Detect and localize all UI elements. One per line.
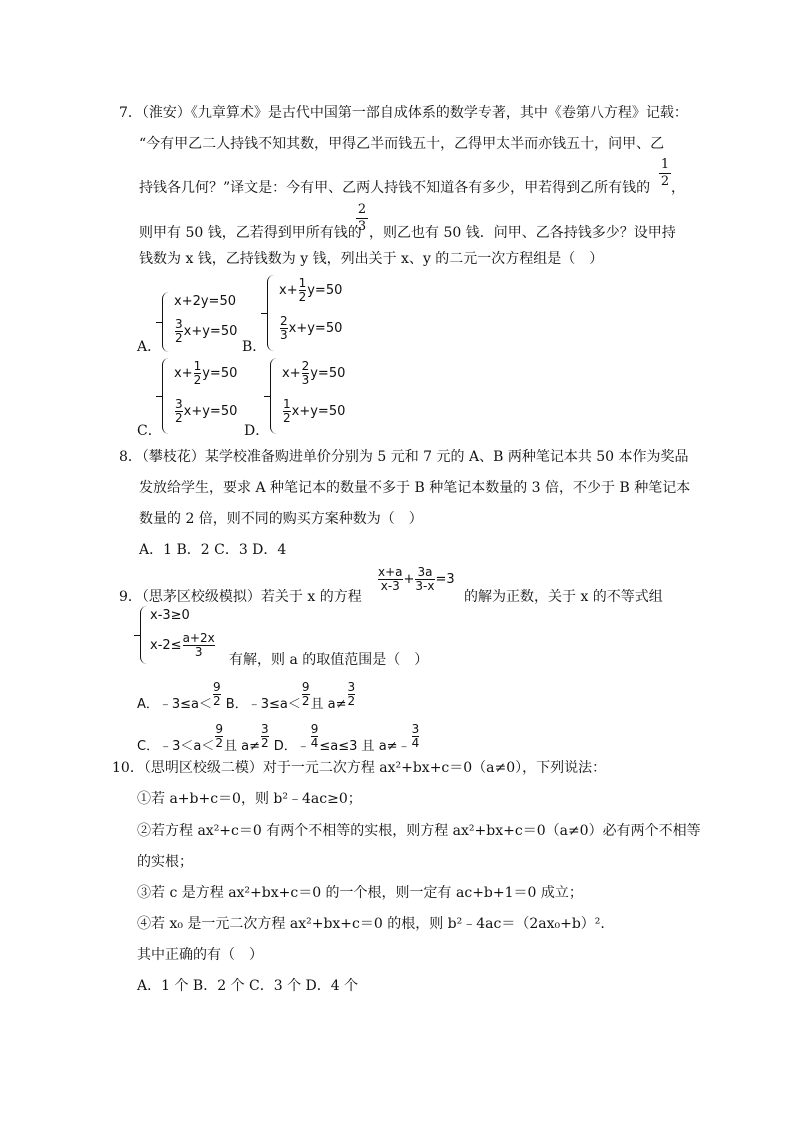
q7-line3: 持钱各几何？”译文是：今有甲、乙两人持钱不知道各有多少，甲若得到乙所有钱的 [139, 180, 651, 196]
q7-line2: “今有甲乙二人持钱不知其数，甲得乙半而钱五十，乙得甲太半而亦钱五十，问甲、乙 [139, 136, 665, 152]
option-b-eq1: $x+\frac{1}{2}y=50$ [279, 276, 343, 304]
q10-item2a: ②若方程 ax²+c＝0 有两个不相等的实根，则方程 ax²+bx+c＝0（a≠0）必有两个不相等 [137, 823, 701, 839]
q10-item4: ④若 x₀ 是一元二次方程 ax²+bx+c＝0 的根，则 b²﹣4ac＝（2ax₀+b）². [137, 916, 605, 932]
brace-icon [162, 292, 170, 352]
option-a-eq2: $\frac{3}{2}x+y=50$ [175, 317, 238, 345]
q9-line2b: 有解，则 a 的取值范围是（ ） [229, 652, 429, 668]
q9-inequality-system [140, 606, 235, 664]
q10-item2b: 的实根； [137, 854, 193, 870]
q7-comma: ， [671, 180, 685, 196]
q9-ineq1: x-3≥0 [150, 608, 190, 623]
brace-icon [270, 358, 278, 434]
q8-line2: 发放给学生，要求 A 种笔记本的数量不多于 B 种笔记本数量的 3 倍，不少于 B 种笔记本 [139, 480, 691, 496]
option-c-eq2: $\frac{3}{2}x+y=50$ [175, 397, 238, 425]
option-c-eq1: $x+\frac{1}{2}y=50$ [174, 359, 238, 387]
q9-ineq2: $x-2\le\frac{a+2x}{3}$ [150, 631, 215, 659]
q7-line1: 7．（淮安）《九章算术》是古代中国第一部自成体系的数学专著，其中《卷第八方程》记载： [119, 105, 688, 121]
q10-options[interactable]: A．1 个 B．2 个 C．3 个 D．4 个 [137, 978, 359, 994]
option-c-system [162, 358, 252, 434]
option-d-label[interactable]: D． [244, 423, 270, 439]
q9-line1a: 9．（思茅区校级模拟）若关于 x 的方程 [119, 589, 362, 605]
q8-line1: 8．（攀枝花）某学校准备购进单价分别为 5 元和 7 元的 A、B 两种笔记本共 50 本作为奖品 [119, 449, 689, 465]
q8-options[interactable]: A．1 B．2 C．3 D．4 [139, 542, 287, 558]
q7-fraction-half: 1 2 [660, 157, 670, 189]
q10-item3: ③若 c 是方程 ax²+bx+c＝0 的一个根，则一定有 ac+b+1＝0 成立； [137, 885, 583, 901]
option-d-system [270, 358, 360, 434]
q7-line4b: ，则乙也有 50 钱．问甲、乙各持钱多少？设甲持 [369, 225, 676, 241]
brace-icon [162, 358, 170, 434]
option-d-eq2: $\frac{1}{2}x+y=50$ [283, 397, 346, 425]
q8-line3: 数量的 2 倍，则不同的购买方案种数为（ ） [139, 511, 423, 527]
q9-option-cd[interactable]: C．$﹣3<a<\frac{9}{2}$且 $a\ne\frac{3}{2}$ D．$﹣\frac{9}{4}\le a\le 3$ 且 $a\ne﹣\frac{3}{4}$ [137, 722, 420, 754]
q7-line5: 钱数为 x 钱，乙持钱数为 y 钱，列出关于 x、y 的二元一次方程组是（ ） [139, 251, 604, 267]
brace-icon [267, 275, 275, 351]
q9-equation: $\frac{x+a}{x-3}+\frac{3a}{3-x}=3$ [378, 565, 455, 593]
q10-ask: 其中正确的有（ ） [137, 947, 263, 963]
q7-line4a: 则甲有 50 钱，乙若得到甲所有钱的 [139, 225, 362, 241]
option-b-system [267, 275, 357, 351]
option-a-label[interactable]: A． [137, 339, 162, 355]
option-d-eq1: $x+\frac{2}{3}y=50$ [282, 359, 346, 387]
brace-icon [140, 606, 148, 664]
q9-line1b: 的解为正数，关于 x 的不等式组 [464, 589, 663, 605]
option-c-label[interactable]: C． [137, 423, 162, 439]
option-a-system [162, 292, 252, 352]
q9-option-ab[interactable]: A．$﹣3\le a<\frac{9}{2}$ B．$﹣3\le a<\frac{9}{2}$且 $a\ne\frac{3}{2}$ [137, 680, 356, 712]
option-a-eq1: x+2y=50 [174, 294, 236, 309]
q10-item1: ①若 a+b+c＝0，则 b²﹣4ac≥0； [137, 791, 362, 807]
option-b-label[interactable]: B． [242, 339, 267, 355]
option-b-eq2: $\frac{2}{3}x+y=50$ [280, 314, 343, 342]
q10-line1: 10．（思明区校级二模）对于一元二次方程 ax²+bx+c＝0（a≠0），下列说法： [112, 760, 607, 776]
q7-fraction-two-thirds: 2 3 [357, 202, 367, 234]
